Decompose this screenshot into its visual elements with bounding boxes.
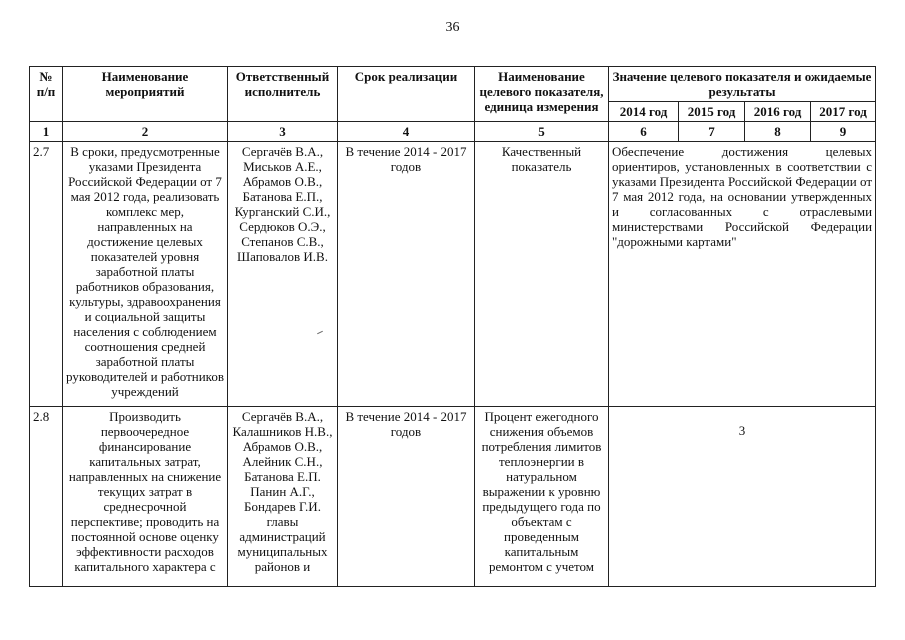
header-values-group: Значение целевого показателя и ожидаемые результаты — [609, 67, 876, 102]
row-event: Производить первоочередное финансирование капитальных затрат, направленных на снижение текущих затрат в среднесрочной перспективе; проводить на постоянной основе оценку эффективности расходов капитального характера с — [63, 407, 228, 587]
header-year-2015: 2015 год — [679, 102, 745, 122]
column-number: 6 — [609, 122, 679, 142]
column-number: 2 — [63, 122, 228, 142]
column-number: 3 — [228, 122, 338, 142]
row-event: В сроки, предусмотренные указами Президента Российской Федерации от 7 мая 2012 года, реализовать комплекс мер, направленных на достижение целевых показателей уровня заработной платы работников образования, культуры, здравоохранения и социальной защиты населения с соблюдением соотношения средней заработной платы руководителей и работников учреждений — [63, 142, 228, 407]
table-row — [30, 407, 876, 587]
row-term: В течение 2014 - 2017 годов — [338, 407, 475, 587]
header-term: Срок реализации — [338, 67, 475, 122]
row-num: 2.8 — [30, 407, 63, 587]
row-num: 2.7 — [30, 142, 63, 407]
column-number: 9 — [811, 122, 876, 142]
header-indicator: Наименование целевого показателя, единица измерения — [475, 67, 609, 122]
plan-table — [29, 66, 876, 587]
row-term: В течение 2014 - 2017 годов — [338, 142, 475, 407]
row-result: 3 — [609, 407, 876, 587]
header-year-2016: 2016 год — [745, 102, 811, 122]
header-num: № п/п — [30, 67, 63, 122]
column-number: 1 — [30, 122, 63, 142]
page-number: 36 — [445, 20, 460, 35]
row-indicator: Качественный показатель — [475, 142, 609, 407]
row-result: Обеспечение достижения целевых ориентиров, установленных в соответствии с указами Президента Российской Федерации от 7 мая 2012 года, на основании утвержденных и согласованных с отраслевыми министерствами Российской Федерации "дорожными картами" — [609, 142, 876, 407]
row-executor: Сергачёв В.А., Калашников Н.В., Абрамов О.В., Алейник С.Н., Батанова Е.П. Панин А.Г., Бондарев Г.И. главы администраций муниципальных районов и — [228, 407, 338, 587]
column-numbers-row — [30, 122, 876, 142]
header-year-2017: 2017 год — [811, 102, 876, 122]
header-year-2014: 2014 год — [609, 102, 679, 122]
column-number: 7 — [679, 122, 745, 142]
row-executor: Сергачёв В.А., Миськов А.Е., Абрамов О.В., Батанова Е.П., Курганский С.И., Сердюков О.Э., Степанов С.В., Шаповалов И.В. — [228, 142, 338, 407]
column-number: 8 — [745, 122, 811, 142]
header-event: Наименование мероприятий — [63, 67, 228, 122]
header-executor: Ответственный исполнитель — [228, 67, 338, 122]
column-number: 4 — [338, 122, 475, 142]
row-indicator: Процент ежегодного снижения объемов потребления лимитов теплоэнергии в натуральном выражении к уровню предыдущего года по объектам с проведенным капитальным ремонтом с учетом — [475, 407, 609, 587]
column-number: 5 — [475, 122, 609, 142]
table-row — [30, 142, 876, 407]
